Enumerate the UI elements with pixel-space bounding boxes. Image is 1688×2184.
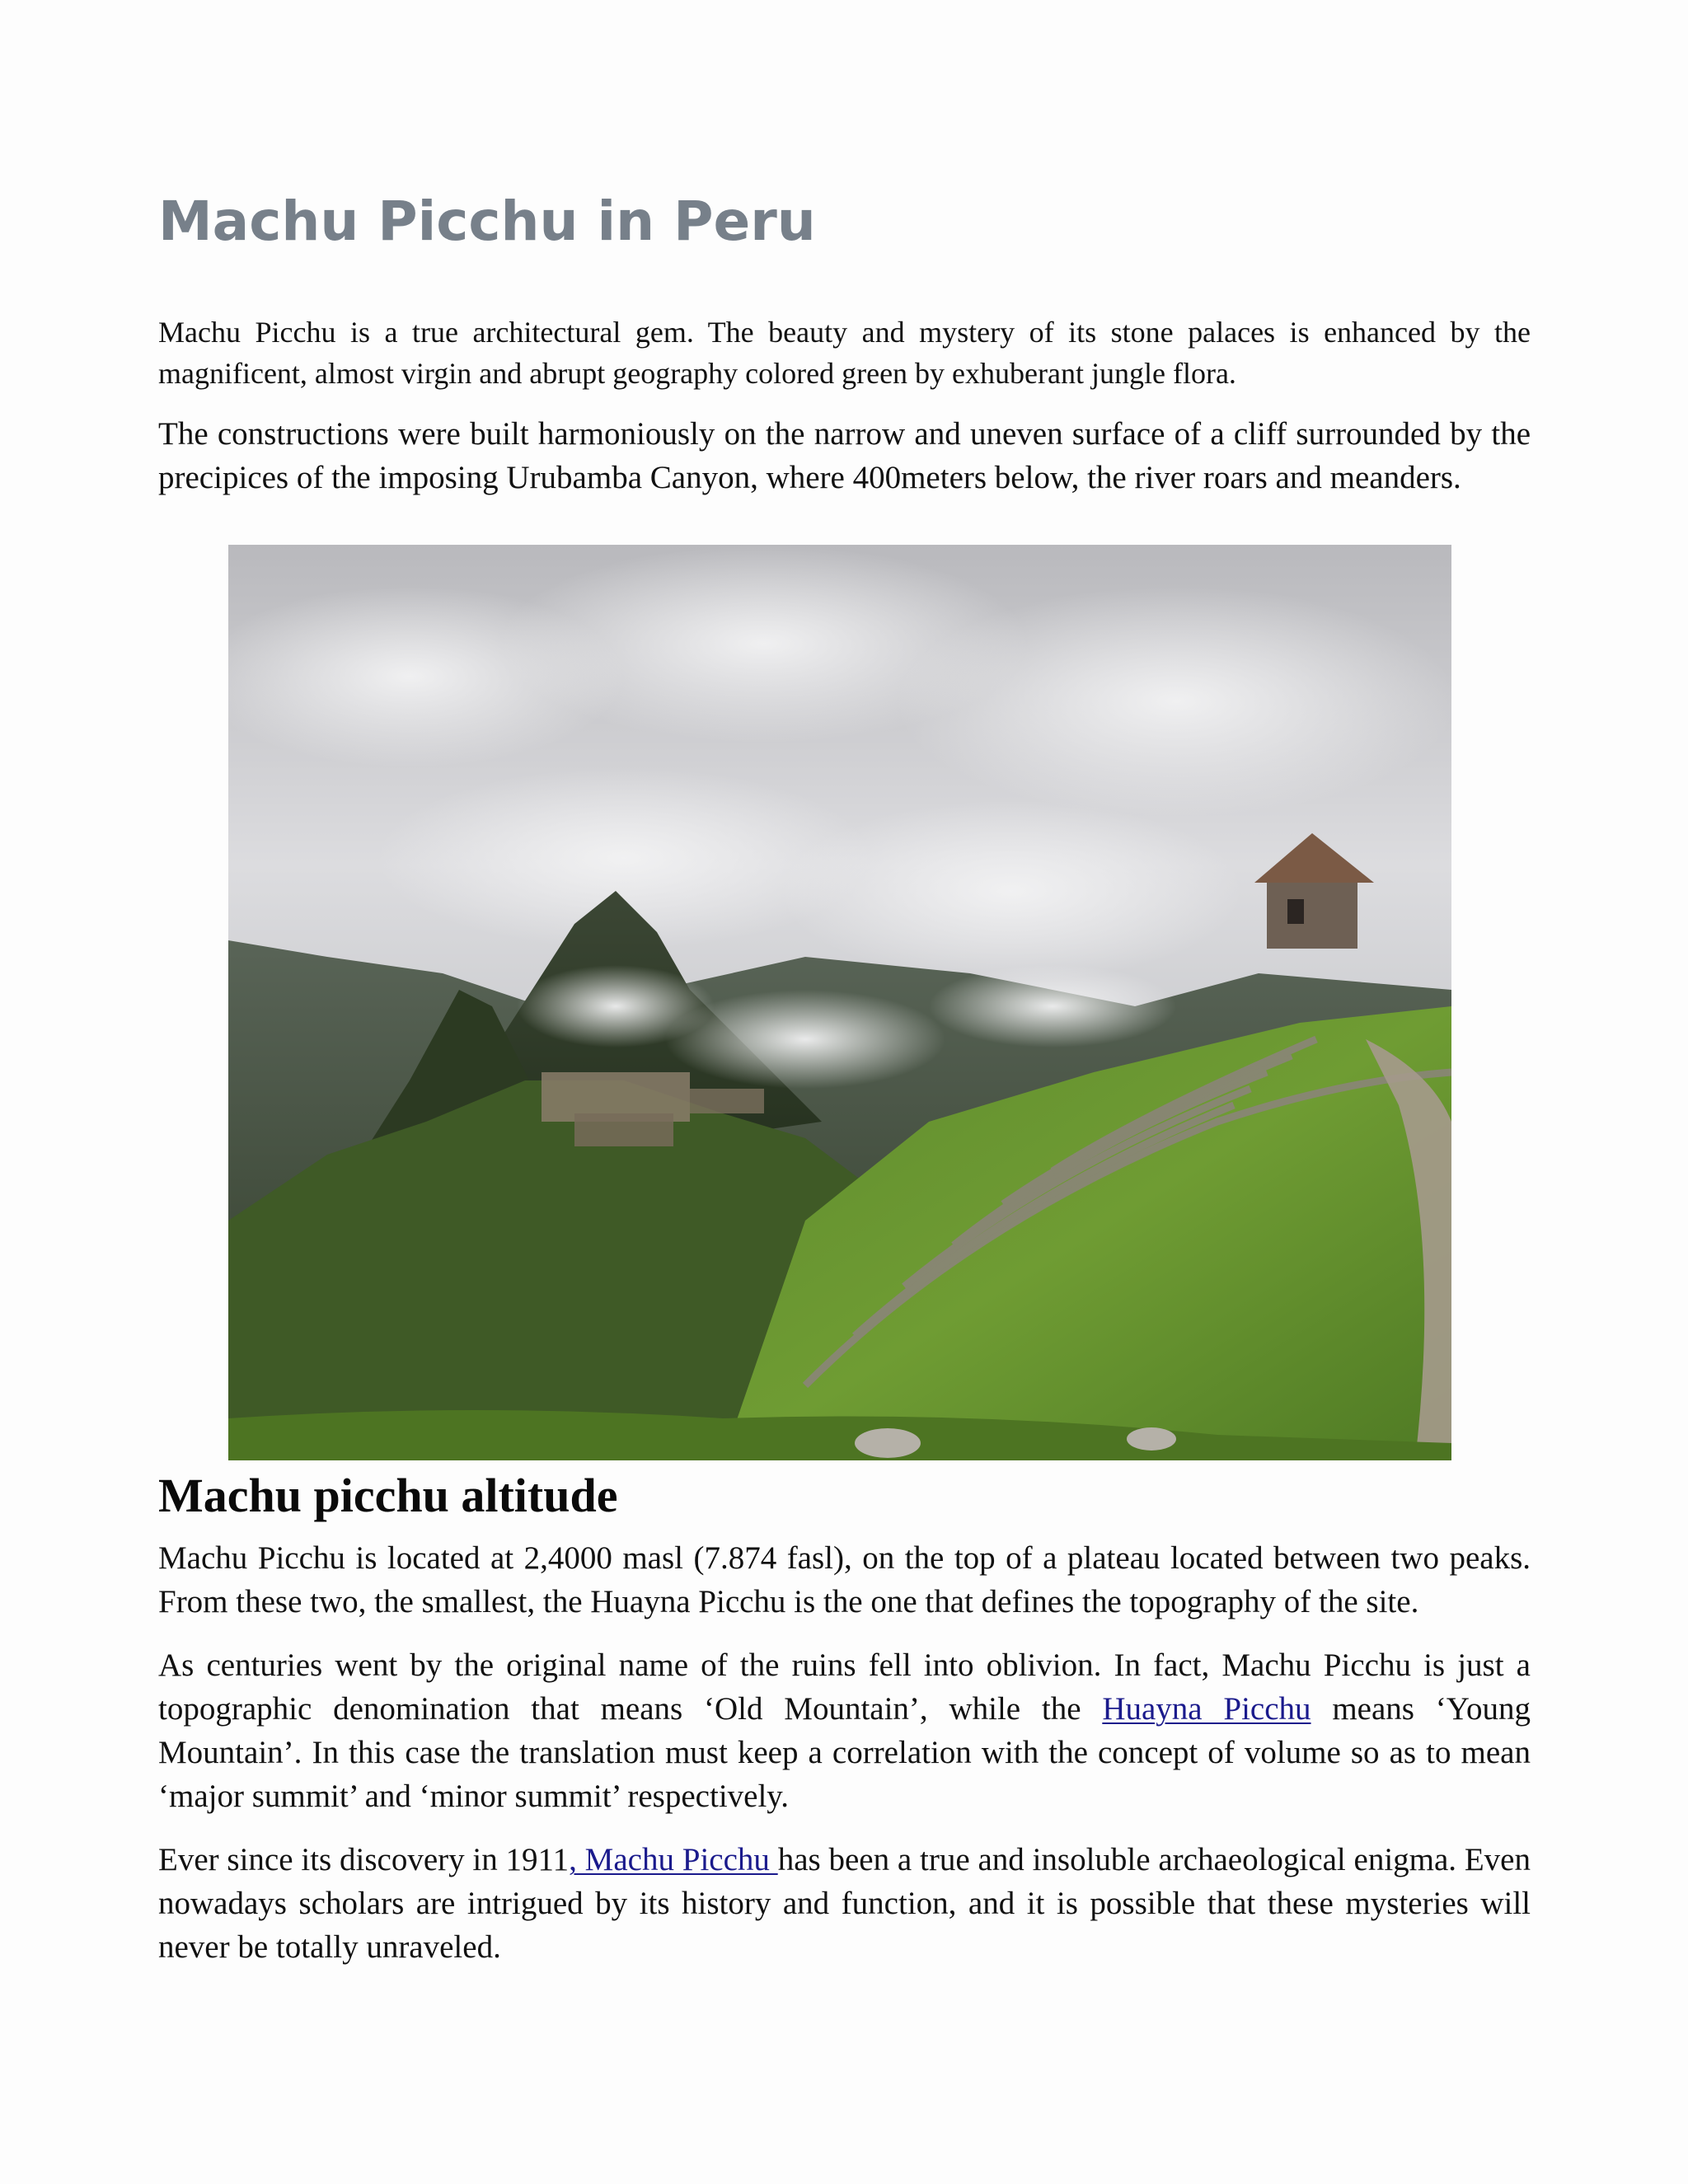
page-title: Machu Picchu in Peru <box>158 190 816 253</box>
huayna-picchu-link[interactable]: Huayna Picchu <box>1102 1691 1311 1727</box>
paragraph-text: has been a true and insoluble archaeological enigma. Even nowadays scholars are intrigued by its history and function, and it is possible that these mysteries will never be totally unraveled. <box>158 1842 1531 1965</box>
paragraph-text: As centuries went by the original name of the ruins fell into oblivion. In fact, Machu Picchu is just a topographic denomination that means ‘Old Mountain’, while the <box>158 1647 1531 1727</box>
paragraph-text: Ever since its discovery in 1911 <box>158 1842 570 1877</box>
intro-paragraph-1: Machu Picchu is a true architectural gem. The beauty and mystery of its stone palaces is enhanced by the magnificent, almost virgin and abrupt geography colored green by exhuberant jungle flora. <box>158 316 1531 390</box>
section-paragraph-2 <box>158 1643 1531 1818</box>
paragraph-text: means ‘Young Mountain’. In this case the translation must keep a correlation with the concept of volume so as to mean ‘major summit’ and ‘minor summit’ respectively. <box>158 1691 1531 1814</box>
section-heading: Machu picchu altitude <box>158 1469 618 1522</box>
landscape-illustration <box>228 545 1451 1460</box>
section-paragraph-1: Machu Picchu is located at 2,4000 masl (7.874 fasl), on the top of a plateau located between two peaks. From these two, the smallest, the Huayna Picchu is the one that defines the topography of the site. <box>158 1540 1531 1619</box>
intro-paragraph-2: The constructions were built harmoniously on the narrow and uneven surface of a cliff surrounded by the precipices of the imposing Urubamba Canyon, where 400meters below, the river roars and meanders. <box>158 416 1531 495</box>
machu-picchu-link[interactable]: , Machu Picchu <box>569 1842 778 1877</box>
machu-picchu-photo <box>228 545 1451 1460</box>
section-paragraph-3 <box>158 1838 1531 1969</box>
